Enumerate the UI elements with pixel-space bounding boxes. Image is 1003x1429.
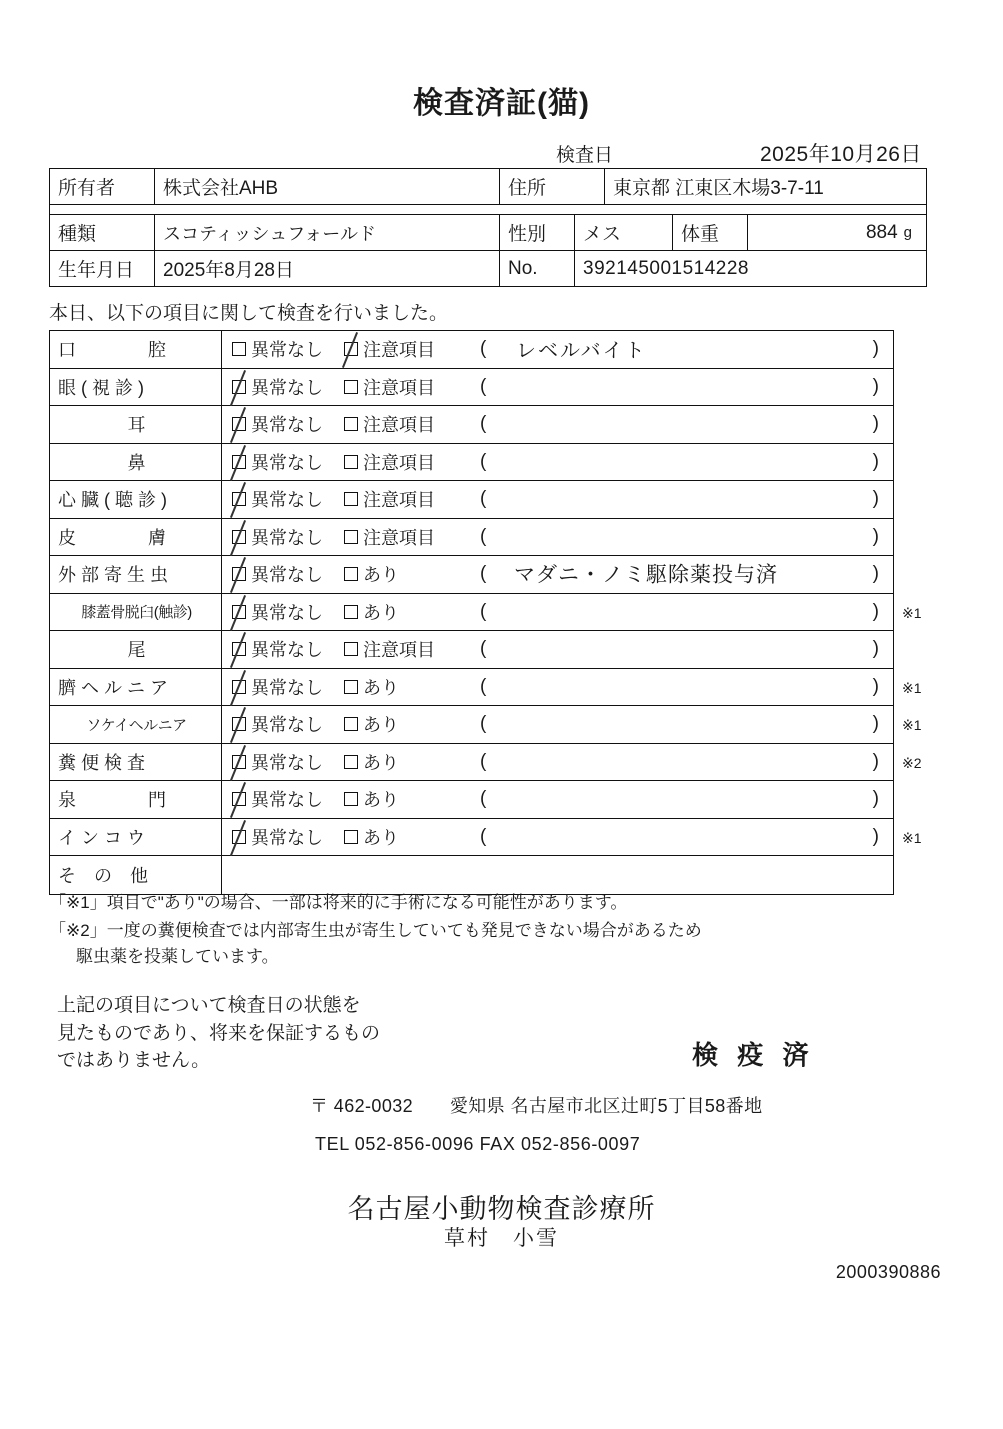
close-paren: ) <box>872 675 879 697</box>
open-paren: ( <box>480 450 487 472</box>
open-paren: ( <box>480 375 487 397</box>
remark-field[interactable] <box>474 744 893 781</box>
checkbox-icon <box>344 380 358 394</box>
checkbox-secondary-label: 注意項目 <box>363 527 435 548</box>
inspection-item-row <box>50 631 893 669</box>
weight-value-cell <box>748 215 926 250</box>
checkbox-secondary[interactable] <box>344 369 474 406</box>
checkbox-normal-label: 異常なし <box>251 602 323 623</box>
inspection-item-row <box>50 669 922 707</box>
remark-field[interactable] <box>474 556 893 593</box>
checkbox-icon <box>232 642 246 656</box>
open-paren: ( <box>480 788 487 810</box>
no-value: 392145001514228 <box>583 257 750 279</box>
checkbox-normal-label: 異常なし <box>251 640 323 661</box>
owner-value: 株式会社AHB <box>155 169 500 204</box>
inspection-item-row <box>50 369 893 407</box>
close-paren: ) <box>872 825 879 847</box>
checkbox-secondary[interactable] <box>344 706 474 743</box>
checkbox-secondary[interactable] <box>344 556 474 593</box>
footnote-marker: ※1 <box>902 829 922 846</box>
checkbox-normal[interactable] <box>222 669 344 706</box>
weight-unit: g <box>903 224 912 241</box>
remark-field[interactable] <box>474 669 893 706</box>
remark-handwriting: レベルバイト <box>516 340 647 363</box>
item-label: 口 腔 <box>50 331 222 368</box>
checkbox-normal[interactable] <box>222 781 344 818</box>
checkbox-secondary-label: 注意項目 <box>363 640 435 661</box>
checkbox-icon <box>232 567 246 581</box>
checkbox-secondary-label: あり <box>363 715 399 736</box>
serial-number: 2000390886 <box>835 1262 941 1282</box>
footnote-marker: ※1 <box>902 679 922 696</box>
checkbox-normal[interactable] <box>222 819 344 856</box>
no-label: No. <box>500 251 575 286</box>
checkbox-normal[interactable] <box>222 519 344 556</box>
inspection-item-row <box>50 819 922 857</box>
close-paren: ) <box>872 638 879 660</box>
checkbox-icon <box>232 605 246 619</box>
sex-value: メス <box>575 215 673 250</box>
header-info-table <box>49 168 927 287</box>
inspection-item-row <box>50 706 922 744</box>
remark-field[interactable] <box>474 444 893 481</box>
checkbox-icon <box>344 830 358 844</box>
exam-date-label: 検査日 <box>556 145 614 166</box>
item-label: イ ン コ ウ <box>50 819 222 856</box>
close-paren: ) <box>872 525 879 547</box>
inspection-items-table <box>49 330 922 895</box>
item-label: 糞 便 検 査 <box>50 744 222 781</box>
footnote-marker: ※1 <box>902 717 922 733</box>
remark-field[interactable] <box>474 481 893 518</box>
checkbox-normal-label: 異常なし <box>251 490 323 511</box>
checkbox-secondary[interactable] <box>344 481 474 518</box>
checkbox-icon <box>232 342 246 356</box>
checkbox-secondary-label: 注意項目 <box>363 377 435 398</box>
checkbox-normal-label: 異常なし <box>251 452 323 473</box>
remark-field[interactable] <box>474 631 893 668</box>
statement-line: 上記の項目について検査日の状態を <box>57 995 361 1016</box>
dob-value: 2025年8月28日 <box>155 251 500 286</box>
checkbox-icon <box>344 755 358 769</box>
checkbox-icon <box>344 605 358 619</box>
close-paren: ) <box>872 750 879 772</box>
remark-field[interactable] <box>474 819 893 856</box>
owner-row <box>50 169 926 205</box>
checkbox-icon <box>232 717 246 731</box>
inspection-item-row <box>50 744 922 782</box>
checkbox-normal[interactable] <box>222 331 344 368</box>
checkbox-icon <box>232 755 246 769</box>
checkbox-icon <box>232 830 246 844</box>
kind-value: スコティッシュフォールド <box>155 215 500 250</box>
remark-field[interactable] <box>474 594 893 631</box>
checkbox-normal[interactable] <box>222 556 344 593</box>
checkbox-normal[interactable] <box>222 744 344 781</box>
remark-field[interactable] <box>474 519 893 556</box>
open-paren: ( <box>480 825 487 847</box>
close-paren: ) <box>872 788 879 810</box>
inspection-item-row <box>50 331 893 369</box>
checkbox-normal-label: 異常なし <box>251 827 323 848</box>
checkbox-secondary[interactable] <box>344 406 474 443</box>
weight-label: 体重 <box>673 215 748 250</box>
checkbox-icon <box>344 417 358 431</box>
item-label: 膝蓋骨脱臼(触診) <box>50 594 222 631</box>
checkbox-secondary[interactable] <box>344 594 474 631</box>
inspection-item-row <box>50 594 922 632</box>
checkbox-normal[interactable] <box>222 631 344 668</box>
dob-label: 生年月日 <box>50 251 155 286</box>
checkbox-secondary[interactable] <box>344 781 474 818</box>
header-spacer <box>50 205 926 215</box>
open-paren: ( <box>480 338 487 360</box>
inspection-item-row <box>50 519 893 557</box>
open-paren: ( <box>480 525 487 547</box>
inspection-item-row <box>50 481 893 519</box>
checkbox-icon <box>232 380 246 394</box>
checkbox-icon <box>344 342 358 356</box>
other-label: そ の 他 <box>50 856 222 894</box>
footnote-2b: 駆虫薬を投薬しています。 <box>76 947 279 966</box>
checkbox-icon <box>344 567 358 581</box>
checkbox-normal[interactable] <box>222 406 344 443</box>
checkbox-secondary[interactable] <box>344 669 474 706</box>
exam-date-value: 2025年10月26日 <box>760 143 922 166</box>
item-label: 鼻 <box>50 444 222 481</box>
open-paren: ( <box>480 675 487 697</box>
weight-value: 884 <box>865 221 898 243</box>
item-label: 心 臓 ( 聴 診 ) <box>50 481 222 518</box>
checkbox-normal-label: 異常なし <box>251 790 323 811</box>
owner-label: 所有者 <box>50 169 155 204</box>
item-label: 尾 <box>50 631 222 668</box>
checkbox-secondary[interactable] <box>344 444 474 481</box>
checkbox-normal-label: 異常なし <box>251 752 323 773</box>
checkbox-secondary[interactable] <box>344 819 474 856</box>
item-label: 外 部 寄 生 虫 <box>50 556 222 593</box>
checkbox-icon <box>232 792 246 806</box>
open-paren: ( <box>480 750 487 772</box>
open-paren: ( <box>480 413 487 435</box>
checkbox-secondary-label: 注意項目 <box>363 415 435 436</box>
open-paren: ( <box>480 600 487 622</box>
checkbox-icon <box>232 492 246 506</box>
open-paren: ( <box>480 563 487 585</box>
item-label: 皮 膚 <box>50 519 222 556</box>
checkbox-secondary-label: あり <box>363 677 399 698</box>
checkbox-icon <box>232 455 246 469</box>
remark-field[interactable] <box>474 406 893 443</box>
footnote-marker: ※2 <box>902 754 922 771</box>
checkbox-secondary[interactable] <box>344 331 474 368</box>
item-label: ソケイヘルニア <box>50 706 222 743</box>
checkbox-secondary-label: 注意項目 <box>363 490 435 511</box>
checkbox-normal[interactable] <box>222 369 344 406</box>
close-paren: ) <box>872 600 879 622</box>
checkbox-normal[interactable] <box>222 481 344 518</box>
footnote-marker: ※1 <box>902 604 922 621</box>
checkbox-icon <box>344 642 358 656</box>
checkbox-icon <box>232 530 246 544</box>
checkbox-normal-label: 異常なし <box>251 340 323 361</box>
checkbox-icon <box>344 792 358 806</box>
checkbox-icon <box>344 492 358 506</box>
item-label: 臍 ヘ ル ニ ア <box>50 669 222 706</box>
clinic-address: 〒 462-0032 愛知県 名古屋市北区辻町5丁目58番地 <box>310 1096 763 1116</box>
item-label: 泉 門 <box>50 781 222 818</box>
quarantine-stamp: 検 疫 済 <box>692 1040 815 1070</box>
inspection-item-row <box>50 556 893 594</box>
address-value: 東京都 江東区木場3-7-11 <box>613 178 824 199</box>
checkbox-icon <box>344 530 358 544</box>
checkbox-icon <box>232 680 246 694</box>
open-paren: ( <box>480 713 487 735</box>
checkbox-normal-label: 異常なし <box>251 527 323 548</box>
address-label: 住所 <box>500 169 605 204</box>
kind-row <box>50 215 926 251</box>
close-paren: ) <box>872 450 879 472</box>
checkbox-icon <box>232 417 246 431</box>
open-paren: ( <box>480 638 487 660</box>
checkbox-normal-label: 異常なし <box>251 677 323 698</box>
remark-field[interactable] <box>474 331 893 368</box>
inspection-item-row <box>50 781 893 819</box>
close-paren: ) <box>872 488 879 510</box>
clinic-tel: TEL 052-856-0096 FAX 052-856-0097 <box>315 1134 641 1154</box>
checkbox-icon <box>344 717 358 731</box>
inspection-item-row <box>50 406 893 444</box>
checkbox-secondary-label: あり <box>363 790 399 811</box>
item-label: 耳 <box>50 406 222 443</box>
close-paren: ) <box>872 713 879 735</box>
page-title: 検査済証(猫) <box>413 87 590 120</box>
checkbox-normal-label: 異常なし <box>251 715 323 736</box>
intro-text: 本日、以下の項目に関して検査を行いました。 <box>49 303 449 324</box>
sex-label: 性別 <box>500 215 575 250</box>
checkbox-secondary-label: あり <box>363 827 399 848</box>
checkbox-secondary[interactable] <box>344 519 474 556</box>
item-label: 眼 ( 視 診 ) <box>50 369 222 406</box>
checkbox-normal-label: 異常なし <box>251 415 323 436</box>
clinic-person: 草村 小雪 <box>444 1227 559 1250</box>
footnote-2: 「※2」一度の糞便検査では内部寄生虫が寄生していても発見できない場合があるため <box>49 921 702 940</box>
checkbox-secondary-label: あり <box>363 602 399 623</box>
remark-handwriting: マダニ・ノミ駆除薬投与済 <box>514 563 778 587</box>
remark-field[interactable] <box>474 369 893 406</box>
checkbox-normal[interactable] <box>222 706 344 743</box>
checkbox-secondary-label: 注意項目 <box>363 452 435 473</box>
checkbox-secondary[interactable] <box>344 631 474 668</box>
checkbox-secondary-label: あり <box>363 565 399 586</box>
inspection-item-row <box>50 444 893 482</box>
close-paren: ) <box>872 413 879 435</box>
close-paren: ) <box>872 563 879 585</box>
statement-line: ではありません。 <box>57 1050 211 1072</box>
checkbox-normal[interactable] <box>222 444 344 481</box>
checkbox-normal[interactable] <box>222 594 344 631</box>
open-paren: ( <box>480 488 487 510</box>
footnote-1: 「※1」項目で"あり"の場合、一部は将来的に手術になる可能性があります。 <box>49 893 628 912</box>
checkbox-normal-label: 異常なし <box>251 565 323 586</box>
close-paren: ) <box>872 338 879 360</box>
remark-field[interactable] <box>474 706 893 743</box>
close-paren: ) <box>872 375 879 397</box>
remark-field[interactable] <box>474 781 893 818</box>
checkbox-secondary[interactable] <box>344 744 474 781</box>
statement-text <box>57 992 380 1075</box>
checkbox-icon <box>344 455 358 469</box>
statement-line: 見たものであり、将来を保証するもの <box>57 1022 381 1044</box>
checkbox-secondary-label: あり <box>363 752 399 773</box>
kind-label: 種類 <box>50 215 155 250</box>
checkbox-normal-label: 異常なし <box>251 377 323 398</box>
clinic-name: 名古屋小動物検査診療所 <box>347 1194 656 1224</box>
dob-row <box>50 251 926 286</box>
checkbox-icon <box>344 680 358 694</box>
checkbox-secondary-label: 注意項目 <box>363 340 435 361</box>
